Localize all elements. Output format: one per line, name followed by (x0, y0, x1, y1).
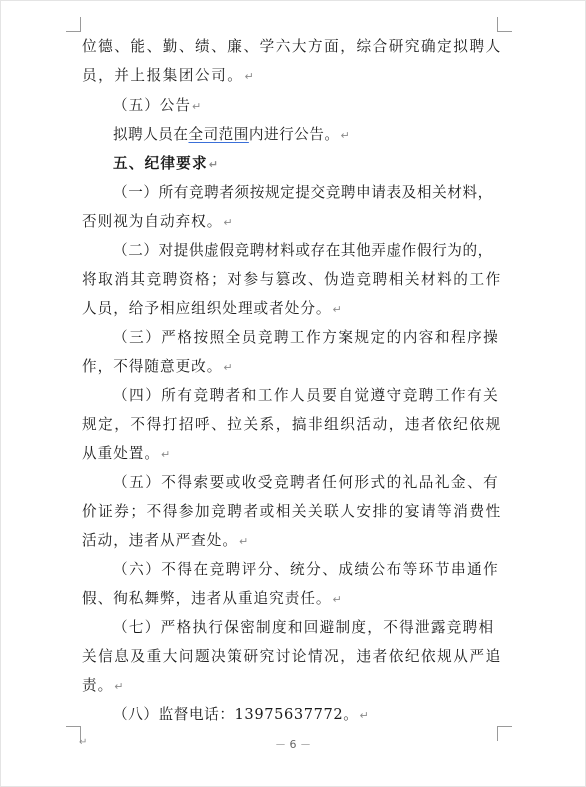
text-line (113, 386, 499, 406)
line-text: 作，不得随意更改。 (82, 358, 223, 375)
line-text: 活动，违者从严查处。 (82, 532, 238, 549)
text-line (113, 183, 493, 203)
line-text: （一）所有竞聘者须按规定提交竞聘申请表及相关材料， (113, 184, 493, 201)
text-line (113, 328, 499, 348)
crop-mark-top-left (66, 17, 81, 32)
line-text: 拟聘人员在 (113, 126, 189, 143)
paragraph-mark: ↵ (208, 158, 220, 171)
text-line (82, 676, 124, 697)
line-text: （二）对提供虚假竞聘材料或存在其他弄虚作假行为的， (113, 242, 493, 259)
paragraph-mark: ↵ (114, 680, 125, 693)
text-line (82, 37, 502, 57)
line-text: 位德、能、勤、绩、廉、学六大方面，综合研究确定拟聘人 (82, 38, 502, 55)
line-text: 关信息及重大问题决策研究讨论情况，违者依纪依规从严追 (82, 648, 502, 665)
line-text: 内进行公告。 (248, 126, 340, 143)
text-line (82, 357, 234, 378)
section-subheading (113, 96, 202, 117)
paragraph-mark: ↵ (244, 70, 256, 83)
text-line (113, 560, 499, 580)
line-text: 价证券；不得参加竞聘者或相关关联人安排的宴请等消费性 (82, 503, 502, 520)
line-text: 员，并上报集团公司。 (82, 67, 244, 84)
text-line (82, 647, 502, 667)
text-line (82, 502, 502, 522)
text-line (113, 473, 499, 493)
spellcheck-underlined-text: 全司范围 (188, 126, 249, 143)
line-text: 否则视为自动弃权。 (82, 213, 223, 230)
line-text: 从重处置。 (82, 445, 160, 462)
line-text: （五）不得索要或收受竞聘者任何形式的礼品礼金、有 (113, 474, 500, 491)
text-line (113, 125, 350, 146)
heading-text: 五、纪律要求 (113, 155, 208, 172)
paragraph-mark: ↵ (332, 303, 343, 316)
paragraph-mark: ↵ (332, 593, 343, 606)
section-heading (113, 154, 219, 175)
line-text: （八）监督电话：13975637772。 (113, 706, 359, 723)
page-number: － 6 － (275, 738, 311, 751)
paragraph-mark: ↵ (191, 100, 203, 113)
line-text: （六）不得在竞聘评分、统分、成绩公布等环节串通作 (113, 561, 500, 578)
line-text: （四）所有竞聘者和工作人员要自觉遵守竞聘工作有关 (113, 387, 500, 404)
paragraph-mark: ↵ (223, 361, 234, 374)
text-line (113, 618, 494, 638)
line-text: 人员，给予相应组织处理或者处分。 (82, 300, 332, 317)
text-line (82, 444, 171, 465)
text-line (82, 589, 343, 610)
line-text: 责。 (82, 677, 114, 694)
supervision-phone-line (113, 705, 369, 726)
line-text: 将取消其竞聘资格；对参与篡改、伪造竞聘相关材料的工作 (82, 271, 502, 288)
paragraph-mark: ↵ (223, 216, 234, 229)
text-line (82, 299, 343, 320)
text-line (82, 531, 249, 552)
crop-mark-top-right (497, 17, 512, 32)
text-line (82, 415, 502, 435)
paragraph-mark: ↵ (340, 129, 351, 142)
text-line (82, 270, 502, 290)
paragraph-mark: ↵ (238, 535, 250, 548)
line-text: 假、徇私舞弊，违者从重追究责任。 (82, 590, 332, 607)
paragraph-mark: ↵ (79, 737, 88, 748)
text-line (113, 241, 493, 261)
text-line (82, 212, 234, 233)
paragraph-mark: ↵ (359, 709, 370, 722)
paragraph-mark: ↵ (160, 448, 172, 461)
line-text: 规定，不得打招呼、拉关系，搞非组织活动，违者依纪依规 (82, 416, 502, 433)
line-text: （三）严格按照全员竞聘工作方案规定的内容和程序操 (113, 329, 500, 346)
text-line (82, 66, 255, 87)
line-text: （七）严格执行保密制度和回避制度，不得泄露竞聘相 (113, 619, 495, 636)
line-text: （五）公告 (113, 97, 191, 114)
